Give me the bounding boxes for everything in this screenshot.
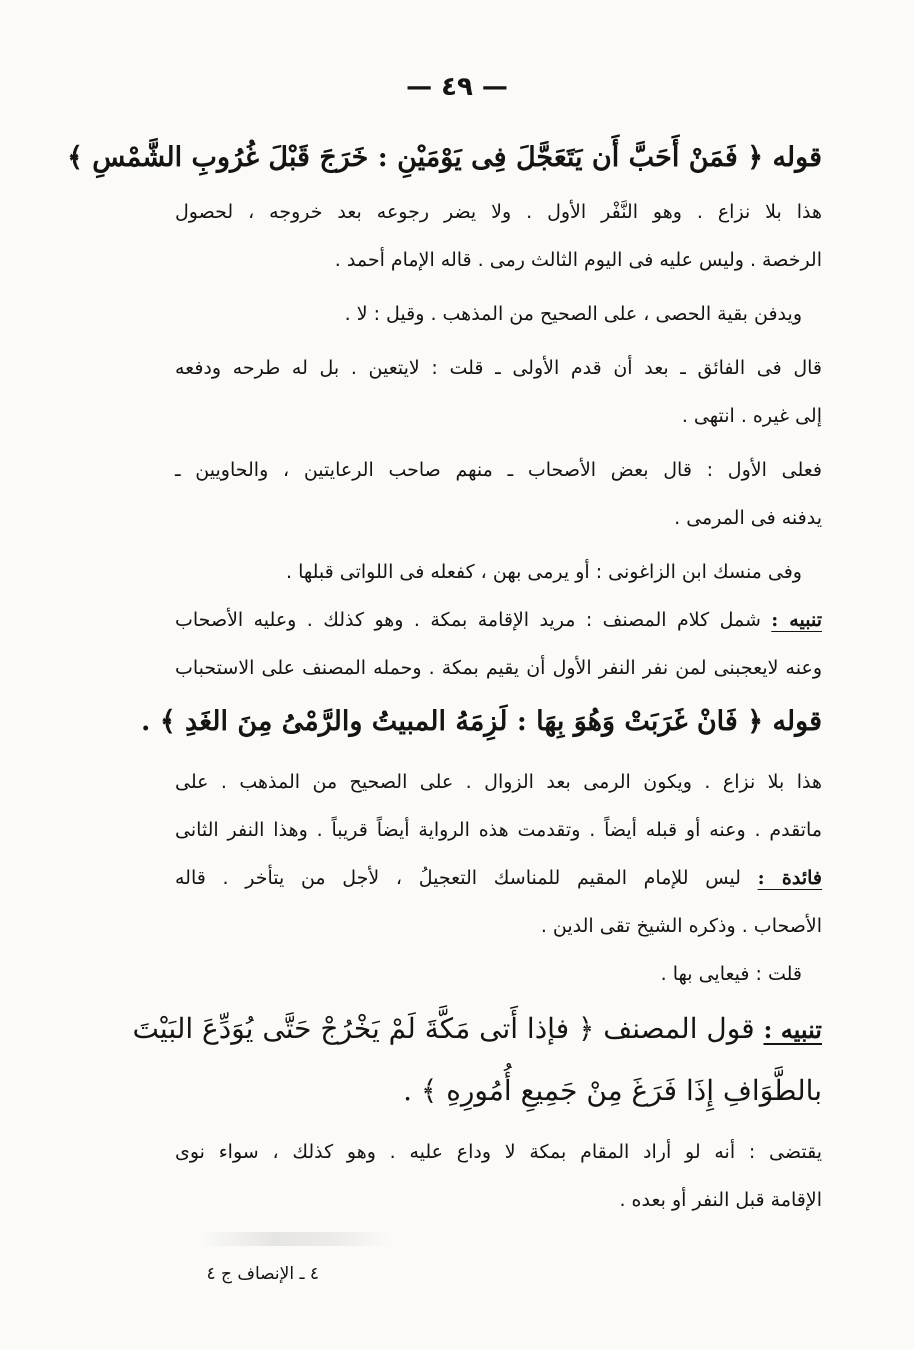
heading-line-1	[67, 128, 822, 188]
tanbih-label: تنبيه :	[763, 1015, 822, 1044]
tanbih-quote-text: قول المصنف ﴿ فإذا أَتى مَكَّةَ لَمْ يَخْرُجْ حَتَّى يُوَدِّعَ البَيْتَ	[132, 1012, 755, 1045]
faida-line	[175, 854, 822, 902]
faida-label: فائدة :	[757, 867, 822, 889]
body-line: وعنه لايعجبنى لمن نفر النفر الأول أن يقيم بمكة . وحمله المصنف على الاستحباب	[175, 657, 822, 679]
print-smudge	[200, 1232, 390, 1246]
body-line: ويدفن بقية الحصى ، على الصحيح من المذهب . وقيل : لا .	[344, 303, 802, 325]
body-line: الإقامة قبل النفر أو بعده .	[619, 1189, 822, 1211]
body-line: قال فى الفائق ـ بعد أن قدم الأولى ـ قلت : لايتعين . بل له طرحه ودفعه	[175, 357, 822, 379]
quran-quote: ﴿ فَانْ غَرَبَتْ وَهُوَ بِهَا : لَزِمَهُ المبيتُ والرَّمْىُ مِنَ الغَدِ ﴾ .	[141, 706, 764, 737]
faida-text: ليس للإمام المقيم للمناسك التعجيلُ ، لأجل من يتأخر . قاله	[175, 867, 741, 889]
body-line: ماتقدم . وعنه أو قبله أيضاً . وتقدمت هذه الرواية أيضاً قريباً . وهذا النفر الثانى	[175, 819, 822, 841]
body-line: الأصحاب . وذكره الشيخ تقى الدين .	[540, 915, 822, 937]
body-line: هذا بلا نزاع . وهو النَّفْر الأول . ولا يضر رجوعه بعد خروجه ، لحصول	[175, 201, 822, 223]
body-line: وفى منسك ابن الزاغونى : أو يرمى بهن ، كفعله فى اللواتى قبلها .	[286, 561, 802, 583]
heading-line-2	[141, 692, 822, 752]
body-line: فعلى الأول : قال بعض الأصحاب ـ منهم صاحب الرعايتين ، والحاويين ـ	[175, 459, 822, 481]
quote-continuation: بالطَّوَافِ إِذَا فَرَغَ مِنْ جَمِيعِ أُمُورِهِ ﴾ .	[403, 1074, 822, 1107]
lead-word: قوله	[772, 142, 822, 173]
body-line: إلى غيره . انتهى .	[681, 405, 822, 427]
tanbih-quote-line	[132, 998, 822, 1060]
tanbih-line	[175, 596, 822, 644]
quran-quote: ﴿ فَمَنْ أَحَبَّ أَن يَتَعَجَّلَ فِى يَوْمَيْنِ : خَرَجَ قَبْلَ غُرُوبِ الشَّمْسِ ﴾	[67, 142, 764, 173]
body-line: الرخصة . وليس عليه فى اليوم الثالث رمى . قاله الإمام أحمد .	[334, 249, 822, 271]
body-line: يقتضى : أنه لو أراد المقام بمكة لا وداع عليه . وهو كذلك ، سواء نوى	[175, 1141, 822, 1163]
body-line: قلت : فيعايى بها .	[660, 963, 802, 985]
body-line: هذا بلا نزاع . ويكون الرمى بعد الزوال . على الصحيح من المذهب . على	[175, 771, 822, 793]
page-number: — ٤٩ —	[406, 72, 508, 102]
tanbih-label: تنبيه :	[771, 609, 822, 631]
page-signature: ٤ ـ الإنصاف ج ٤	[206, 1264, 319, 1284]
lead-word: قوله	[772, 706, 822, 737]
tanbih-text: شمل كلام المصنف : مريد الإقامة بمكة . وهو كذلك . وعليه الأصحاب	[175, 609, 761, 631]
body-line: يدفنه فى المرمى .	[674, 507, 822, 529]
page-body	[67, 128, 822, 1224]
